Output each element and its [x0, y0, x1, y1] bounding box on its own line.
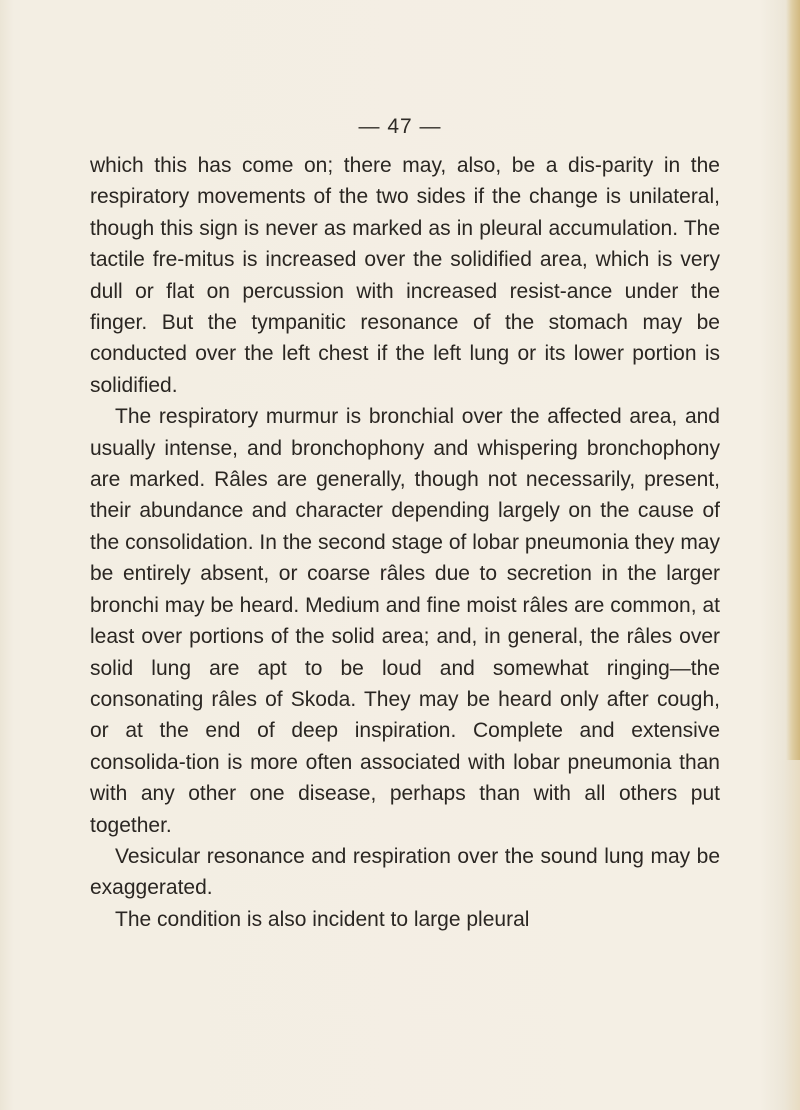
page-edge [786, 0, 800, 760]
paragraph-2: The respiratory murmur is bronchial over the affected area, and usually intense, and bronchophony and whispering bronchophony are marked. Râles are generally, though not necessarily, present, their abundance and character depending largely on the cause of the consolidation. In the second stage of lobar pneumonia they may be entirely absent, or coarse râles due to secretion in the larger bronchi may be heard. Medium and fine moist râles are common, at least over portions of the solid area; and, in general, the râles over solid lung are apt to be loud and somewhat ringing—the consonating râles of Skoda. They may be heard only after cough, or at the end of deep inspiration. Complete and extensive consolida-tion is more often associated with lobar pneumonia than with any other one disease, perhaps than with all others put together. [90, 405, 720, 837]
paragraph-1: which this has come on; there may, also, be a dis-parity in the respiratory movements of the two sides if the change is unilateral, though this sign is never as marked as in pleural accumulation. The tactile fre-mitus is increased over the solidified area, which is very dull or flat on percussion with increased resist-ance under the finger. But the tympanitic resonance of the stomach may be conducted over the left chest if the left lung or its lower portion is solidified. [90, 154, 720, 397]
body-text [90, 150, 720, 935]
paragraph-4: The condition is also incident to large pleural [115, 907, 530, 931]
paragraph-3: Vesicular resonance and respiration over the sound lung may be exaggerated. [90, 844, 720, 900]
page-number: — 47 — [358, 115, 442, 138]
